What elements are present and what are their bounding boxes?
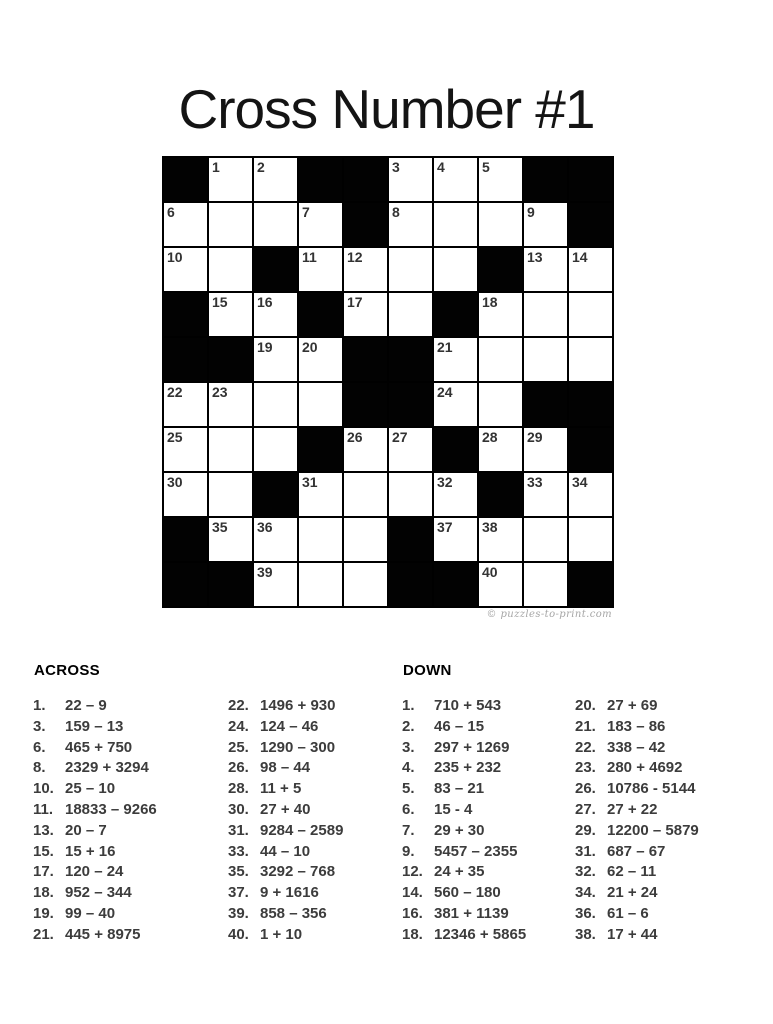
copyright: © puzzles-to-print.com [486,609,612,620]
clue-line [402,779,526,800]
grid-cell[interactable] [208,382,253,427]
clue-expression: 5457 – 2355 [434,842,518,860]
clue-number: 39. [228,904,249,922]
grid-cell[interactable] [478,157,523,202]
clue-expression: 61 – 6 [607,904,649,922]
grid-cell[interactable] [568,337,613,382]
grid-cell[interactable] [478,202,523,247]
clue-line [228,842,343,863]
cell-number: 5 [482,159,490,175]
grid-cell[interactable] [523,247,568,292]
clue-expression: 20 – 7 [65,821,107,839]
grid-cell[interactable] [478,562,523,607]
grid-cell-black [568,427,613,472]
clue-line [402,904,526,925]
clue-line [402,842,526,863]
clue-line [575,842,699,863]
clue-line [575,717,699,738]
cell-number: 11 [302,249,317,265]
clue-number: 8. [33,759,46,777]
grid-cell-black [163,292,208,337]
clue-expression: 9 + 1616 [260,884,319,902]
clue-line [575,862,699,883]
clue-line [33,779,157,800]
grid-cell[interactable] [433,157,478,202]
clue-number: 40. [228,925,249,943]
grid-cell-black [343,202,388,247]
clue-number: 23. [575,759,596,777]
grid-cell[interactable] [433,202,478,247]
down-clues-column-1 [402,696,526,946]
cell-number: 30 [167,474,183,490]
clue-number: 3. [33,717,46,735]
grid-cell-black [298,157,343,202]
cell-number: 15 [212,294,228,310]
clue-line [33,696,157,717]
grid-cell-black [523,382,568,427]
clue-expression: 83 – 21 [434,780,485,798]
clue-expression: 465 + 750 [65,738,133,756]
grid-cell[interactable] [523,292,568,337]
cell-number: 25 [167,429,183,445]
clue-number: 12. [402,863,423,881]
clue-line [33,800,157,821]
cell-number: 35 [212,519,228,535]
clue-line [33,862,157,883]
grid-cell[interactable] [163,472,208,517]
clue-number: 16. [402,904,423,922]
clue-number: 34. [575,884,596,902]
clue-number: 1. [402,697,415,714]
cell-number: 18 [482,294,498,310]
clue-line [402,862,526,883]
clue-line [228,758,343,779]
cell-number: 6 [167,204,175,220]
clue-line [402,883,526,904]
clue-line [575,738,699,759]
grid-cell[interactable] [343,292,388,337]
clue-number: 35. [228,863,249,881]
grid-cell[interactable] [388,157,433,202]
clue-line [575,883,699,904]
clue-number: 18. [402,925,423,943]
clue-number: 5. [402,780,415,798]
grid-cell[interactable] [253,292,298,337]
across-clues-column-1 [33,696,157,946]
clue-number: 20. [575,697,596,714]
grid-cell[interactable] [253,382,298,427]
clue-expression: 952 – 344 [65,884,132,902]
grid-cell[interactable] [478,292,523,337]
clue-expression: 1496 + 930 [260,697,336,714]
cell-number: 33 [527,474,543,490]
grid-cell-black [433,427,478,472]
cell-number: 23 [212,384,228,400]
grid-cell-black [388,337,433,382]
grid-cell-black [568,382,613,427]
grid-cell[interactable] [208,157,253,202]
clue-expression: 62 – 11 [607,863,657,881]
cell-number: 27 [392,429,408,445]
clue-number: 22. [575,738,596,756]
grid-cell[interactable] [568,292,613,337]
clue-line [575,800,699,821]
clue-line [575,758,699,779]
grid-cell-black [163,562,208,607]
cell-number: 2 [257,159,265,175]
clue-number: 15. [33,842,54,860]
cell-number: 14 [572,249,588,265]
cell-number: 1 [212,159,220,175]
grid-cell-black [208,562,253,607]
clue-expression: 235 + 232 [434,759,502,777]
clue-expression: 9284 – 2589 [260,821,344,839]
grid-cell-black [343,157,388,202]
grid-cell[interactable] [523,562,568,607]
grid-cell[interactable] [253,562,298,607]
clue-expression: 17 + 44 [607,925,658,943]
grid-cell-black [343,382,388,427]
clue-number: 22. [228,697,249,714]
cell-number: 36 [257,519,273,535]
clue-line [575,696,699,717]
grid-cell[interactable] [568,472,613,517]
down-clues-column-2 [575,696,699,946]
clue-expression: 297 + 1269 [434,738,510,756]
clue-expression: 11 + 5 [260,780,302,798]
clue-expression: 159 – 13 [65,717,124,735]
cell-number: 21 [437,339,453,355]
cell-number: 32 [437,474,453,490]
grid-cell[interactable] [343,517,388,562]
clue-expression: 99 – 40 [65,904,116,922]
grid-cell[interactable] [208,202,253,247]
cell-number: 9 [527,204,535,220]
clue-line [33,925,157,946]
grid-cell[interactable] [523,517,568,562]
across-clues-column-2 [228,696,343,946]
clue-number: 11. [33,800,54,818]
clue-number: 1. [33,697,46,714]
clue-number: 29. [575,821,596,839]
clue-number: 18. [33,884,54,902]
clue-number: 6. [33,738,46,756]
clue-line [33,904,157,925]
clue-number: 27. [575,800,596,818]
page-title: Cross Number #1 [178,77,595,140]
clue-expression: 381 + 1139 [434,904,509,922]
clue-expression: 29 + 30 [434,821,485,839]
clue-number: 10. [33,780,54,798]
crossnumber-grid [162,156,614,608]
cell-number: 17 [347,294,363,310]
clue-expression: 21 + 24 [607,884,658,902]
clue-expression: 280 + 4692 [607,759,683,777]
cell-number: 38 [482,519,498,535]
clue-line [402,925,526,946]
clue-number: 26. [575,780,596,798]
grid-cell-black [388,517,433,562]
clue-line [228,696,343,717]
clue-expression: 27 + 40 [260,800,311,818]
grid-cell-black [163,517,208,562]
clue-line [228,904,343,925]
clue-expression: 22 – 9 [65,697,107,714]
grid-cell[interactable] [478,517,523,562]
cell-number: 34 [572,474,588,490]
grid-cell[interactable] [478,382,523,427]
clue-line [402,800,526,821]
clue-expression: 27 + 22 [607,800,658,818]
grid-cell[interactable] [298,382,343,427]
grid-cell-black [298,292,343,337]
clue-line [228,821,343,842]
clue-expression: 25 – 10 [65,780,116,798]
clue-line [228,800,343,821]
grid-cell-black [298,427,343,472]
grid-cell[interactable] [433,247,478,292]
clue-line [402,738,526,759]
clue-line [33,842,157,863]
grid-cell[interactable] [433,337,478,382]
grid-cell[interactable] [298,472,343,517]
clue-expression: 24 + 35 [434,863,485,881]
clue-number: 21. [575,717,596,735]
grid-cell[interactable] [208,472,253,517]
grid-cell[interactable] [253,157,298,202]
grid-cell-black [433,292,478,337]
cell-number: 8 [392,204,400,220]
clue-line [228,925,343,946]
grid-cell-black [253,472,298,517]
clue-expression: 1290 – 300 [260,738,336,756]
grid-cell[interactable] [523,472,568,517]
clue-number: 28. [228,780,249,798]
grid-cell[interactable] [163,247,208,292]
cell-number: 28 [482,429,498,445]
grid-cell[interactable] [298,562,343,607]
grid-cell-black [253,247,298,292]
grid-cell[interactable] [163,202,208,247]
clue-line [228,717,343,738]
cell-number: 3 [392,159,400,175]
grid-cell[interactable] [163,382,208,427]
clue-line [228,779,343,800]
clue-line [33,883,157,904]
grid-cell[interactable] [478,427,523,472]
clue-expression: 10786 - 5144 [607,780,696,798]
clue-number: 37. [228,884,249,902]
grid-cell-black [568,202,613,247]
grid-cell[interactable] [523,202,568,247]
cell-number: 29 [527,429,543,445]
clue-number: 9. [402,842,415,860]
grid-cell[interactable] [433,472,478,517]
cell-number: 31 [302,474,318,490]
clue-expression: 858 – 356 [260,904,327,922]
clue-line [575,904,699,925]
cell-number: 13 [527,249,543,265]
grid-cell[interactable] [343,427,388,472]
grid-cell[interactable] [298,247,343,292]
clue-expression: 18833 – 9266 [65,800,157,818]
clue-line [33,821,157,842]
clue-expression: 560 – 180 [434,884,501,902]
clue-expression: 15 + 16 [65,842,116,860]
grid-cell[interactable] [433,382,478,427]
cell-number: 4 [437,159,445,175]
clue-line [228,862,343,883]
clue-number: 21. [33,925,54,943]
grid-cell[interactable] [298,337,343,382]
grid-cell-black [388,382,433,427]
clue-number: 38. [575,925,596,943]
grid-cell-black [163,157,208,202]
grid-cell[interactable] [478,337,523,382]
grid-cell[interactable] [298,517,343,562]
grid-cell[interactable] [388,247,433,292]
cell-number: 24 [437,384,453,400]
clue-number: 2. [402,717,415,735]
clue-expression: 338 – 42 [607,738,666,756]
grid-cell[interactable] [298,202,343,247]
clue-expression: 445 + 8975 [65,925,141,943]
clue-number: 25. [228,738,249,756]
clue-expression: 12200 – 5879 [607,821,699,839]
cell-number: 7 [302,204,310,220]
cell-number: 37 [437,519,453,535]
clue-line [228,738,343,759]
clue-expression: 183 – 86 [607,717,666,735]
clue-expression: 46 – 15 [434,717,485,735]
clue-expression: 15 - 4 [434,800,473,818]
grid-cell[interactable] [163,427,208,472]
clue-number: 13. [33,821,54,839]
grid-cell-black [208,337,253,382]
clue-line [575,821,699,842]
grid-cell[interactable] [388,292,433,337]
grid-cell[interactable] [523,427,568,472]
cell-number: 40 [482,564,498,580]
grid-cell-black [478,472,523,517]
clue-expression: 2329 + 3294 [65,759,149,777]
clue-number: 31. [575,842,596,860]
grid-cell[interactable] [343,562,388,607]
across-header: ACROSS [34,662,100,680]
grid-cell-black [478,247,523,292]
grid-cell[interactable] [253,202,298,247]
clue-expression: 12346 + 5865 [434,925,527,943]
clue-number: 24. [228,717,249,735]
cell-number: 22 [167,384,183,400]
grid-cell-black [523,157,568,202]
clue-number: 31. [228,821,249,839]
clue-number: 32. [575,863,596,881]
grid-cell-black [433,562,478,607]
clue-number: 30. [228,800,249,818]
grid-cell[interactable] [208,247,253,292]
grid-cell[interactable] [208,427,253,472]
clue-expression: 1 + 10 [260,925,303,943]
clue-expression: 3292 – 768 [260,863,336,881]
clue-expression: 710 + 543 [434,697,502,714]
cell-number: 26 [347,429,363,445]
clue-line [33,758,157,779]
clue-number: 19. [33,904,54,922]
grid-cell[interactable] [253,337,298,382]
grid-cell-black [163,337,208,382]
clue-line [33,738,157,759]
clue-line [402,717,526,738]
clue-number: 36. [575,904,596,922]
grid-cell[interactable] [388,472,433,517]
grid-cell-black [568,562,613,607]
clue-line [228,883,343,904]
grid-cell[interactable] [568,517,613,562]
cell-number: 16 [257,294,273,310]
grid-cell[interactable] [523,337,568,382]
cell-number: 20 [302,339,318,355]
grid-cell[interactable] [343,247,388,292]
clue-line [402,696,526,717]
clue-line [575,925,699,946]
cell-number: 12 [347,249,363,265]
cell-number: 19 [257,339,273,355]
clue-number: 26. [228,759,249,777]
grid-cell[interactable] [208,292,253,337]
clue-number: 4. [402,759,415,777]
clue-expression: 98 – 44 [260,759,311,777]
grid-cell[interactable] [568,247,613,292]
clue-expression: 120 – 24 [65,863,124,881]
clue-number: 14. [402,884,423,902]
cell-number: 39 [257,564,273,580]
grid-cell-black [388,562,433,607]
cell-number: 10 [167,249,183,265]
clue-number: 33. [228,842,249,860]
grid-cell[interactable] [253,427,298,472]
clue-number: 6. [402,800,415,818]
clue-line [575,779,699,800]
clue-expression: 44 – 10 [260,842,311,860]
grid-cell[interactable] [343,472,388,517]
clue-number: 17. [33,863,54,881]
clue-expression: 27 + 69 [607,697,658,714]
clue-line [33,717,157,738]
clue-line [402,758,526,779]
clue-expression: 124 – 46 [260,717,319,735]
grid-cell[interactable] [208,517,253,562]
clue-number: 3. [402,738,415,756]
down-header: DOWN [403,662,452,680]
clue-number: 7. [402,821,415,839]
clue-expression: 687 – 67 [607,842,666,860]
grid-cell[interactable] [388,202,433,247]
grid-cell[interactable] [433,517,478,562]
grid-cell-black [343,337,388,382]
clue-line [402,821,526,842]
grid-cell-black [568,157,613,202]
grid-cell[interactable] [388,427,433,472]
grid-cell[interactable] [253,517,298,562]
